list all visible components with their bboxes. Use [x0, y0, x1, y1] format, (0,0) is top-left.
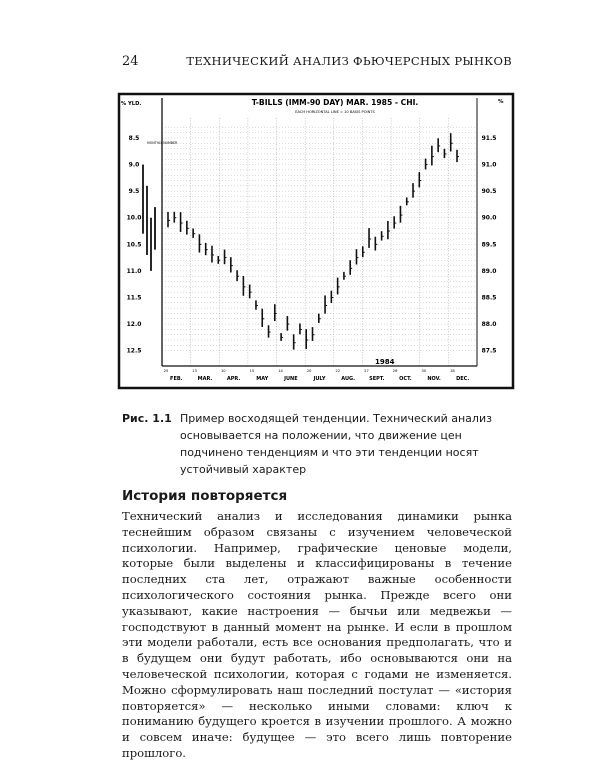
left-tick-label: 9.5 [128, 188, 140, 196]
month-label: MAY [256, 376, 269, 382]
right-tick-label: 91.5 [481, 134, 497, 142]
section-body: Технический анализ и исследования динамики рынка теснейшим образом связаны с изучением человеческой психологии. Например, графические ценовые модели, которые были выделены и классифицированы в течение последних ста лет, отражают важные особенности психологического состояния рынка. Прежде всего они указывают, какие настроения — бычьи или медвежьи — господствуют в данный момент на рынке. И если в прошлом эти модели работали, есть все основания предполагать, что и в будущем они будут работать, ибо основываются они на человеческой психологии, которая с годами не изменяется. Можно сформулировать наш последний постулат — «история повторяется» — несколько иными словами: ключ к пониманию будущего кроется в изучении прошлого. А можно и совсем иначе: будущее — это всего лишь повторение прошлого. [122, 509, 512, 760]
left-tick-label: 8.5 [128, 134, 140, 142]
month-label: JULY [313, 376, 326, 382]
day-label: 14 [278, 369, 283, 373]
day-label: 22 [335, 369, 341, 373]
month-label: NOV. [427, 376, 441, 382]
section-heading: История повторяется [122, 488, 288, 504]
month-label: FEB. [170, 376, 183, 382]
chart-subtitle: EACH HORIZONTAL LINE = 10 BASIS POINTS [295, 110, 375, 114]
month-label: SEPT. [369, 376, 385, 382]
right-axis-ticks [482, 135, 497, 355]
year-label: 1984 [375, 358, 395, 366]
month-label: JUNE [284, 376, 298, 382]
month-label: AUG. [341, 376, 356, 382]
left-axis-ticks [127, 135, 142, 355]
left-tick-label: 9.0 [128, 161, 140, 169]
running-title: ТЕХНИЧЕСКИЙ АНАЛИЗ ФЬЮЧЕРСНЫХ РЫНКОВ [186, 54, 512, 68]
month-label: DEC. [456, 376, 470, 382]
left-tick-label: 12.5 [126, 347, 142, 355]
left-axis-label: % YLD. [121, 101, 142, 107]
figure-chart [117, 92, 515, 390]
day-label: 15 [249, 369, 255, 373]
day-label: 26 [392, 369, 398, 373]
month-label: MAR. [197, 376, 213, 382]
right-tick-label: 91.0 [481, 161, 497, 169]
tbills-bar-chart [117, 92, 515, 390]
right-tick-label: 88.0 [481, 321, 497, 329]
left-tick-label: 11.5 [126, 294, 142, 302]
left-tick-label: 10.0 [126, 214, 142, 222]
day-label: 10 [220, 369, 226, 373]
left-tick-label: 10.5 [126, 241, 142, 249]
month-label: APR. [226, 376, 241, 382]
right-tick-label: 90.5 [481, 188, 497, 196]
right-tick-label: 87.5 [481, 347, 497, 355]
day-label: 20 [306, 369, 312, 373]
right-axis-label: % [498, 99, 504, 105]
right-tick-label: 89.0 [481, 267, 497, 275]
day-label: 30 [421, 369, 427, 373]
right-tick-label: 90.0 [481, 214, 497, 222]
day-label: 25 [163, 369, 169, 373]
day-label: 27 [364, 369, 369, 373]
figure-caption-text: Пример восходящей тенденции. Технический анализ основывается на положении, что движение цен подчинено тенденциям и что эти тенденции носят устойчивый характер [180, 412, 492, 476]
left-tick-label: 11.0 [126, 267, 142, 275]
day-label: 18 [450, 369, 455, 373]
month-label: OCT. [399, 376, 412, 382]
day-label: 13 [192, 369, 197, 373]
left-tick-label: 12.0 [126, 321, 142, 329]
page-number: 24 [122, 54, 139, 69]
right-tick-label: 88.5 [481, 294, 497, 302]
right-tick-label: 89.5 [481, 241, 497, 249]
figure-caption [122, 410, 512, 478]
figure-label: Рис. 1.1 [122, 412, 172, 425]
chart-title: T-BILLS (IMM-90 DAY) MAR. 1985 - CHI. [251, 98, 419, 107]
chart-note: MONTHLY NUMBER [147, 141, 178, 145]
